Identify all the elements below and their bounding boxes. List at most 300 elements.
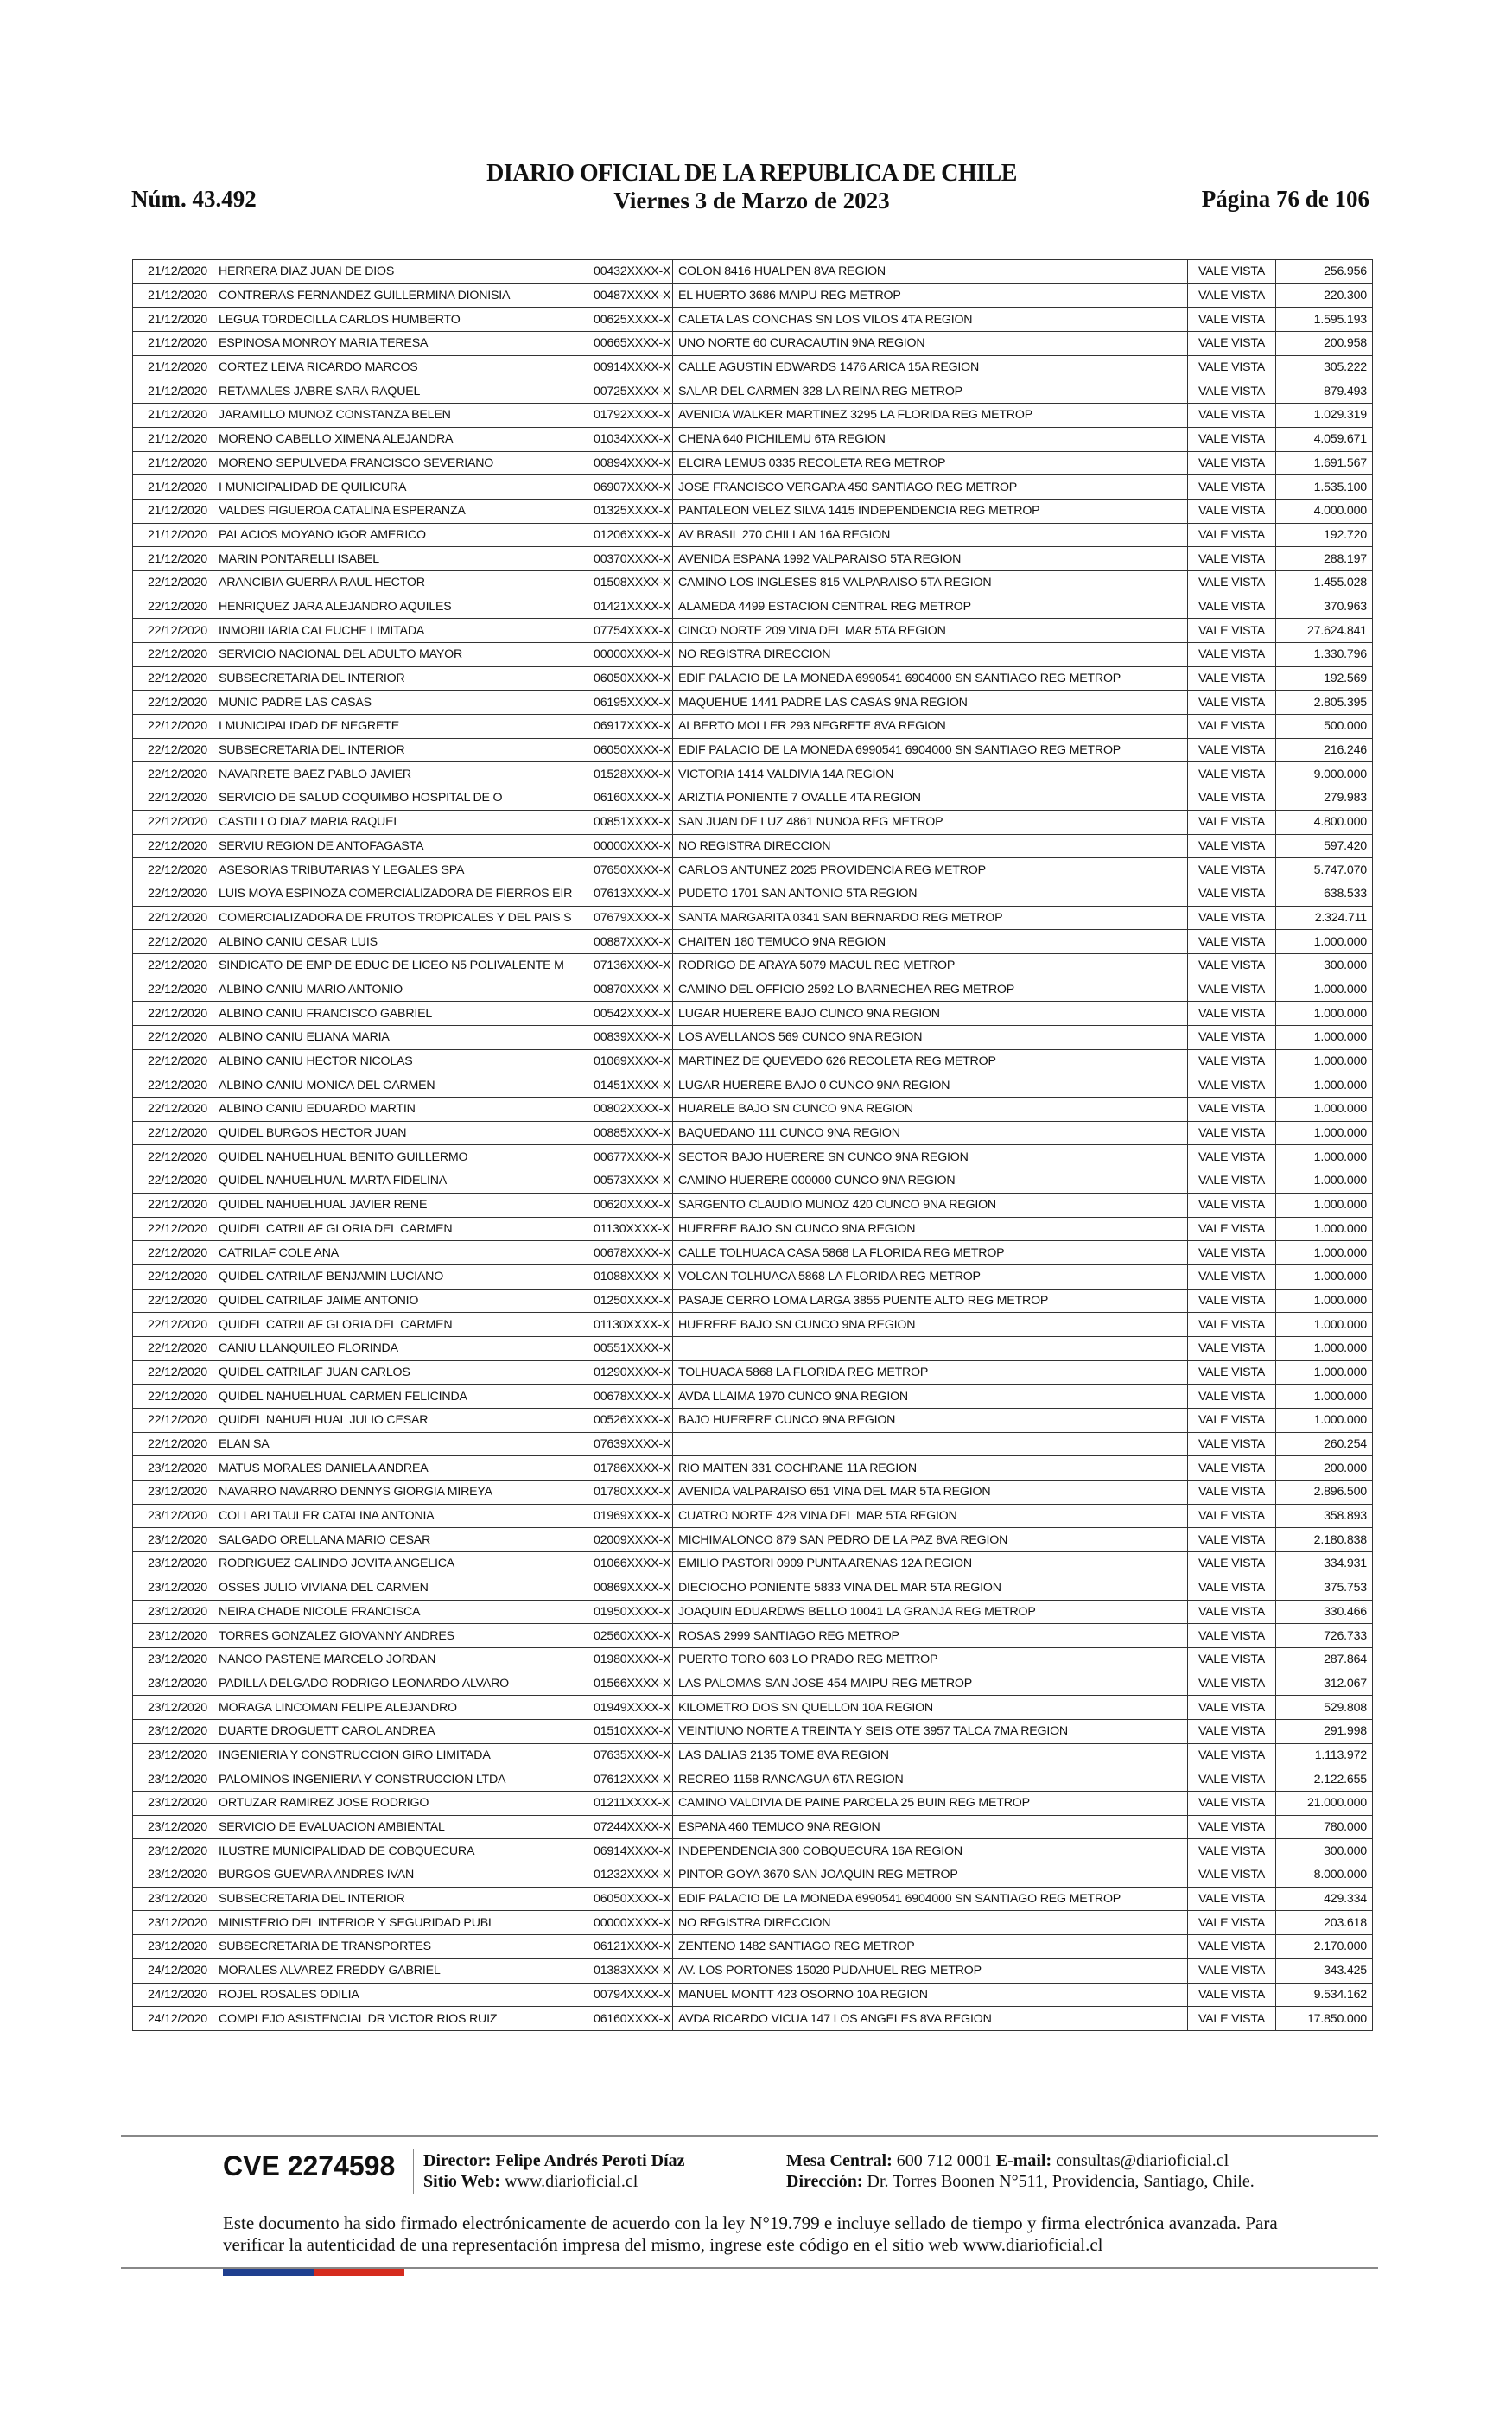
amount-cell: 1.113.972 [1276,1743,1373,1767]
table-row [133,1481,1373,1505]
amount-cell: 330.466 [1276,1600,1373,1624]
payee-name-cell: QUIDEL NAHUELHUAL MARTA FIDELINA [213,1169,588,1194]
table-row [133,260,1373,284]
table-row [133,1073,1373,1098]
payment-type-cell: VALE VISTA [1188,1432,1276,1456]
rut-cell: 01421XXXX-X [588,595,673,619]
address-cell: ALBERTO MOLLER 293 NEGRETE 8VA REGION [673,715,1188,739]
address-cell: PINTOR GOYA 3670 SAN JOAQUIN REG METROP [673,1863,1188,1888]
address-cell: NO REGISTRA DIRECCION [673,1911,1188,1935]
payee-name-cell: MARIN PONTARELLI ISABEL [213,547,588,571]
amount-cell: 358.893 [1276,1504,1373,1528]
amount-cell: 1.000.000 [1276,978,1373,1002]
address-cell: LUGAR HUERERE BAJO 0 CUNCO 9NA REGION [673,1073,1188,1098]
rut-cell: 06160XXXX-X [588,786,673,811]
rut-cell: 01130XXXX-X [588,1313,673,1337]
payee-name-cell: ROJEL ROSALES ODILIA [213,1983,588,2007]
amount-cell: 4.000.000 [1276,499,1373,523]
table-row [133,1456,1373,1481]
date-cell: 22/12/2020 [133,1073,213,1098]
date-cell: 23/12/2020 [133,1481,213,1505]
amount-cell: 1.000.000 [1276,1049,1373,1073]
rut-cell: 00551XXXX-X [588,1336,673,1360]
rut-cell: 07244XXXX-X [588,1815,673,1839]
address-cell: MAQUEHUE 1441 PADRE LAS CASAS 9NA REGION [673,691,1188,715]
rut-cell: 00869XXXX-X [588,1576,673,1600]
table-row [133,906,1373,930]
payee-name-cell: CONTRERAS FERNANDEZ GUILLERMINA DIONISIA [213,283,588,308]
date-cell: 23/12/2020 [133,1696,213,1720]
rut-cell: 06914XXXX-X [588,1839,673,1863]
address-cell [673,1336,1188,1360]
rut-cell: 06907XXXX-X [588,475,673,500]
rut-cell: 01383XXXX-X [588,1958,673,1983]
payment-type-cell: VALE VISTA [1188,1600,1276,1624]
payee-name-cell: ESPINOSA MONROY MARIA TERESA [213,332,588,356]
payee-name-cell: INMOBILIARIA CALEUCHE LIMITADA [213,619,588,643]
rut-cell: 02560XXXX-X [588,1624,673,1648]
payee-name-cell: I MUNICIPALIDAD DE NEGRETE [213,715,588,739]
amount-cell: 300.000 [1276,953,1373,978]
address-cell [673,1432,1188,1456]
payment-type-cell: VALE VISTA [1188,1911,1276,1935]
date-cell: 23/12/2020 [133,1672,213,1696]
rut-cell: 06050XXXX-X [588,1887,673,1911]
flag-stripe-blue [223,2269,314,2276]
table-row [133,1528,1373,1552]
table-row [133,1264,1373,1289]
payee-name-cell: NEIRA CHADE NICOLE FRANCISCA [213,1600,588,1624]
table-row [133,715,1373,739]
rut-cell: 06121XXXX-X [588,1935,673,1959]
rut-cell: 00887XXXX-X [588,930,673,954]
amount-cell: 1.000.000 [1276,1409,1373,1433]
website-label: Sitio Web: [423,2172,501,2191]
date-cell: 23/12/2020 [133,1743,213,1767]
date-cell: 21/12/2020 [133,523,213,547]
address-cell: CARLOS ANTUNEZ 2025 PROVIDENCIA REG METROP [673,858,1188,882]
payment-type-cell: VALE VISTA [1188,1217,1276,1241]
table-row [133,523,1373,547]
date-cell: 22/12/2020 [133,1264,213,1289]
payee-name-cell: PALACIOS MOYANO IGOR AMERICO [213,523,588,547]
rut-cell: 01780XXXX-X [588,1481,673,1505]
date-cell: 22/12/2020 [133,930,213,954]
date-cell: 21/12/2020 [133,499,213,523]
date-cell: 22/12/2020 [133,953,213,978]
amount-cell: 1.595.193 [1276,308,1373,332]
amount-cell: 4.059.671 [1276,427,1373,451]
amount-cell: 1.000.000 [1276,1313,1373,1337]
address-cell: CAMINO VALDIVIA DE PAINE PARCELA 25 BUIN REG METROP [673,1792,1188,1816]
table-row [133,953,1373,978]
payment-type-cell: VALE VISTA [1188,523,1276,547]
rut-cell: 00851XXXX-X [588,810,673,834]
date-cell: 23/12/2020 [133,1528,213,1552]
amount-cell: 1.000.000 [1276,1217,1373,1241]
address-cell: NO REGISTRA DIRECCION [673,643,1188,667]
amount-cell: 597.420 [1276,834,1373,858]
address-cell: INDEPENDENCIA 300 COBQUECURA 16A REGION [673,1839,1188,1863]
address-cell: EMILIO PASTORI 0909 PUNTA ARENAS 12A REGION [673,1552,1188,1576]
date-cell: 22/12/2020 [133,1026,213,1050]
table-row [133,1743,1373,1767]
address-cell: MANUEL MONTT 423 OSORNO 10A REGION [673,1983,1188,2007]
payment-type-cell: VALE VISTA [1188,355,1276,379]
rut-cell: 00000XXXX-X [588,834,673,858]
table-row [133,1504,1373,1528]
payee-name-cell: COMERCIALIZADORA DE FRUTOS TROPICALES Y DEL PAIS S [213,906,588,930]
payee-name-cell: OSSES JULIO VIVIANA DEL CARMEN [213,1576,588,1600]
date-cell: 23/12/2020 [133,1839,213,1863]
date-cell: 21/12/2020 [133,283,213,308]
address-cell: VICTORIA 1414 VALDIVIA 14A REGION [673,762,1188,786]
table-row [133,666,1373,691]
director-label: Director: [423,2151,492,2170]
address-cell: CHENA 640 PICHILEMU 6TA REGION [673,427,1188,451]
amount-cell: 343.425 [1276,1958,1373,1983]
table-row [133,691,1373,715]
payment-type-cell: VALE VISTA [1188,1264,1276,1289]
rut-cell: 00526XXXX-X [588,1409,673,1433]
table-row [133,1145,1373,1169]
address-cell: TOLHUACA 5868 LA FLORIDA REG METROP [673,1360,1188,1385]
rut-cell: 00725XXXX-X [588,379,673,404]
address-cell: ELCIRA LEMUS 0335 RECOLETA REG METROP [673,451,1188,475]
masthead [130,160,1374,214]
payee-name-cell: QUIDEL CATRILAF BENJAMIN LUCIANO [213,1264,588,1289]
email-link[interactable]: consultas@diarioficial.cl [1056,2151,1229,2170]
table-row [133,1600,1373,1624]
signature-disclaimer: Este documento ha sido firmado electrónicamente de acuerdo con la ley N°19.799 e incluye sellado de tiempo y firma electrónica avanzada. Para verificar la autenticidad de una representación impresa del mismo, ingrese este código en el sitio web www.diarioficial.cl [223,2213,1278,2255]
address-cell: HUERERE BAJO SN CUNCO 9NA REGION [673,1217,1188,1241]
amount-cell: 27.624.841 [1276,619,1373,643]
address-cell: DIECIOCHO PONIENTE 5833 VINA DEL MAR 5TA REGION [673,1576,1188,1600]
address-cell: PUDETO 1701 SAN ANTONIO 5TA REGION [673,882,1188,906]
date-cell: 24/12/2020 [133,1958,213,1983]
table-row [133,619,1373,643]
payee-name-cell: COLLARI TAULER CATALINA ANTONIA [213,1504,588,1528]
address-cell: LUGAR HUERERE BAJO CUNCO 9NA REGION [673,1002,1188,1026]
payment-type-cell: VALE VISTA [1188,1983,1276,2007]
address-cell: MICHIMALONCO 879 SAN PEDRO DE LA PAZ 8VA REGION [673,1528,1188,1552]
date-cell: 22/12/2020 [133,1289,213,1313]
date-cell: 23/12/2020 [133,1647,213,1672]
amount-cell: 5.747.070 [1276,858,1373,882]
rut-cell: 01980XXXX-X [588,1647,673,1672]
address-cell: EDIF PALACIO DE LA MONEDA 6990541 6904000 SN SANTIAGO REG METROP [673,1887,1188,1911]
payment-type-cell: VALE VISTA [1188,1145,1276,1169]
amount-cell: 1.000.000 [1276,1073,1373,1098]
rut-cell: 01508XXXX-X [588,570,673,595]
table-row [133,1409,1373,1433]
rut-cell: 01232XXXX-X [588,1863,673,1888]
payee-name-cell: ASESORIAS TRIBUTARIAS Y LEGALES SPA [213,858,588,882]
amount-cell: 1.000.000 [1276,1264,1373,1289]
rut-cell: 07635XXXX-X [588,1743,673,1767]
payment-type-cell: VALE VISTA [1188,978,1276,1002]
payee-name-cell: ILUSTRE MUNICIPALIDAD DE COBQUECURA [213,1839,588,1863]
table-row [133,1958,1373,1983]
payee-name-cell: MORENO SEPULVEDA FRANCISCO SEVERIANO [213,451,588,475]
payment-type-cell: VALE VISTA [1188,906,1276,930]
rut-cell: 01792XXXX-X [588,404,673,428]
rut-cell: 01206XXXX-X [588,523,673,547]
address-cell: COLON 8416 HUALPEN 8VA REGION [673,260,1188,284]
rut-cell: 00487XXXX-X [588,283,673,308]
payee-name-cell: MORENO CABELLO XIMENA ALEJANDRA [213,427,588,451]
payment-type-cell: VALE VISTA [1188,1624,1276,1648]
flag-stripe-red [314,2269,404,2276]
table-row [133,1887,1373,1911]
rut-cell: 07650XXXX-X [588,858,673,882]
date-cell: 23/12/2020 [133,1815,213,1839]
payee-name-cell: HERRERA DIAZ JUAN DE DIOS [213,260,588,284]
date-cell: 22/12/2020 [133,1409,213,1433]
address-cell: MARTINEZ DE QUEVEDO 626 RECOLETA REG METROP [673,1049,1188,1073]
table-row [133,882,1373,906]
payment-type-cell: VALE VISTA [1188,570,1276,595]
table-row [133,1336,1373,1360]
address-cell: LAS PALOMAS SAN JOSE 454 MAIPU REG METROP [673,1672,1188,1696]
payee-name-cell: ELAN SA [213,1432,588,1456]
rut-cell: 00432XXXX-X [588,260,673,284]
director-block [423,2150,685,2192]
date-cell: 21/12/2020 [133,379,213,404]
rut-cell: 07612XXXX-X [588,1767,673,1792]
date-cell: 22/12/2020 [133,1360,213,1385]
address-cell: EDIF PALACIO DE LA MONEDA 6990541 6904000 SN SANTIAGO REG METROP [673,666,1188,691]
payment-type-cell: VALE VISTA [1188,1360,1276,1385]
address-cell: EDIF PALACIO DE LA MONEDA 6990541 6904000 SN SANTIAGO REG METROP [673,738,1188,762]
amount-cell: 192.569 [1276,666,1373,691]
rut-cell: 01528XXXX-X [588,762,673,786]
address-label: Dirección: [786,2172,863,2191]
address-cell: ESPANA 460 TEMUCO 9NA REGION [673,1815,1188,1839]
date-cell: 23/12/2020 [133,1887,213,1911]
address-cell: AVENIDA ESPANA 1992 VALPARAISO 5TA REGION [673,547,1188,571]
table-row [133,1313,1373,1337]
table-row [133,810,1373,834]
payee-name-cell: VALDES FIGUEROA CATALINA ESPERANZA [213,499,588,523]
date-cell: 22/12/2020 [133,1217,213,1241]
date-cell: 21/12/2020 [133,547,213,571]
payment-type-cell: VALE VISTA [1188,619,1276,643]
payment-type-cell: VALE VISTA [1188,260,1276,284]
address-cell: AV BRASIL 270 CHILLAN 16A REGION [673,523,1188,547]
website-link[interactable]: www.diarioficial.cl [505,2172,638,2191]
rut-cell: 00665XXXX-X [588,332,673,356]
address-cell: SANTA MARGARITA 0341 SAN BERNARDO REG METROP [673,906,1188,930]
payment-type-cell: VALE VISTA [1188,786,1276,811]
payee-name-cell: ALBINO CANIU MARIO ANTONIO [213,978,588,1002]
rut-cell: 06050XXXX-X [588,666,673,691]
director-name: Felipe Andrés Peroti Díaz [495,2151,685,2170]
payee-name-cell: QUIDEL NAHUELHUAL CARMEN FELICINDA [213,1385,588,1409]
address-cell: CINCO NORTE 209 VINA DEL MAR 5TA REGION [673,619,1188,643]
page-number: Página 76 de 106 [1201,186,1369,212]
rut-cell: 02009XXXX-X [588,1528,673,1552]
address-cell: SECTOR BAJO HUERERE SN CUNCO 9NA REGION [673,1145,1188,1169]
payment-type-cell: VALE VISTA [1188,715,1276,739]
rut-cell: 07754XXXX-X [588,619,673,643]
amount-cell: 203.618 [1276,1911,1373,1935]
payment-type-cell: VALE VISTA [1188,1815,1276,1839]
payment-type-cell: VALE VISTA [1188,1385,1276,1409]
table-row [133,1815,1373,1839]
table-row [133,1911,1373,1935]
payment-type-cell: VALE VISTA [1188,1672,1276,1696]
amount-cell: 2.170.000 [1276,1935,1373,1959]
address-cell: HUARELE BAJO SN CUNCO 9NA REGION [673,1098,1188,1122]
date-cell: 21/12/2020 [133,475,213,500]
date-cell: 22/12/2020 [133,619,213,643]
payee-name-cell: SERVIU REGION DE ANTOFAGASTA [213,834,588,858]
date-cell: 22/12/2020 [133,1241,213,1265]
table-row [133,1026,1373,1050]
email-label: E-mail: [995,2151,1052,2170]
date-cell: 23/12/2020 [133,1719,213,1743]
payment-type-cell: VALE VISTA [1188,1336,1276,1360]
payee-name-cell: MORALES ALVAREZ FREDDY GABRIEL [213,1958,588,1983]
address-cell: VEINTIUNO NORTE A TREINTA Y SEIS OTE 3957 TALCA 7MA REGION [673,1719,1188,1743]
amount-cell: 1.029.319 [1276,404,1373,428]
rut-cell: 07679XXXX-X [588,906,673,930]
payment-type-cell: VALE VISTA [1188,810,1276,834]
payee-name-cell: ALBINO CANIU MONICA DEL CARMEN [213,1073,588,1098]
amount-cell: 1.000.000 [1276,1385,1373,1409]
table-row [133,451,1373,475]
date-cell: 23/12/2020 [133,1456,213,1481]
address-cell: CHAITEN 180 TEMUCO 9NA REGION [673,930,1188,954]
rut-cell: 00870XXXX-X [588,978,673,1002]
address-cell: ROSAS 2999 SANTIAGO REG METROP [673,1624,1188,1648]
rut-cell: 01211XXXX-X [588,1792,673,1816]
amount-cell: 220.300 [1276,283,1373,308]
payment-type-cell: VALE VISTA [1188,1958,1276,1983]
table-row [133,834,1373,858]
table-row [133,355,1373,379]
payee-name-cell: NAVARRO NAVARRO DENNYS GIORGIA MIREYA [213,1481,588,1505]
amount-cell: 17.850.000 [1276,2007,1373,2031]
address-cell: PANTALEON VELEZ SILVA 1415 INDEPENDENCIA REG METROP [673,499,1188,523]
rut-cell: 07613XXXX-X [588,882,673,906]
address-cell: EL HUERTO 3686 MAIPU REG METROP [673,283,1188,308]
amount-cell: 1.000.000 [1276,1169,1373,1194]
payee-name-cell: ALBINO CANIU ELIANA MARIA [213,1026,588,1050]
table-row [133,1121,1373,1145]
table-row [133,1672,1373,1696]
rut-cell: 06917XXXX-X [588,715,673,739]
date-cell: 23/12/2020 [133,1504,213,1528]
payee-name-cell: HENRIQUEZ JARA ALEJANDRO AQUILES [213,595,588,619]
address-cell: AVENIDA WALKER MARTINEZ 3295 LA FLORIDA REG METROP [673,404,1188,428]
address-cell: SAN JUAN DE LUZ 4861 NUNOA REG METROP [673,810,1188,834]
amount-cell: 1.000.000 [1276,1026,1373,1050]
payee-name-cell: ALBINO CANIU CESAR LUIS [213,930,588,954]
address-cell: SALAR DEL CARMEN 328 LA REINA REG METROP [673,379,1188,404]
table-row [133,643,1373,667]
amount-cell: 529.808 [1276,1696,1373,1720]
address-cell: AVDA RICARDO VICUA 147 LOS ANGELES 8VA REGION [673,2007,1188,2031]
address-cell: NO REGISTRA DIRECCION [673,834,1188,858]
payment-type-cell: VALE VISTA [1188,1121,1276,1145]
address-cell: JOAQUIN EDUARDWS BELLO 10041 LA GRANJA REG METROP [673,1600,1188,1624]
payment-type-cell: VALE VISTA [1188,1647,1276,1672]
table-row [133,1792,1373,1816]
date-cell: 22/12/2020 [133,1169,213,1194]
payee-name-cell: QUIDEL NAHUELHUAL BENITO GUILLERMO [213,1145,588,1169]
payee-name-cell: SERVICIO DE SALUD COQUIMBO HOSPITAL DE O [213,786,588,811]
amount-cell: 1.000.000 [1276,1360,1373,1385]
amount-cell: 4.800.000 [1276,810,1373,834]
address-cell: AVENIDA VALPARAISO 651 VINA DEL MAR 5TA REGION [673,1481,1188,1505]
address-text: Dr. Torres Boonen N°511, Providencia, Santiago, Chile. [867,2172,1255,2191]
amount-cell: 288.197 [1276,547,1373,571]
payee-name-cell: MATUS MORALES DANIELA ANDREA [213,1456,588,1481]
payee-name-cell: SALGADO ORELLANA MARIO CESAR [213,1528,588,1552]
payee-name-cell: NANCO PASTENE MARCELO JORDAN [213,1647,588,1672]
payee-name-cell: LUIS MOYA ESPINOZA COMERCIALIZADORA DE FIERROS EIR [213,882,588,906]
amount-cell: 1.000.000 [1276,1289,1373,1313]
table-row [133,1983,1373,2007]
payee-name-cell: MINISTERIO DEL INTERIOR Y SEGURIDAD PUBL [213,1911,588,1935]
payments-table [132,259,1373,2031]
payment-type-cell: VALE VISTA [1188,1767,1276,1792]
payment-type-cell: VALE VISTA [1188,1935,1276,1959]
address-cell: JOSE FRANCISCO VERGARA 450 SANTIAGO REG METROP [673,475,1188,500]
date-cell: 22/12/2020 [133,666,213,691]
date-cell: 21/12/2020 [133,404,213,428]
payment-type-cell: VALE VISTA [1188,332,1276,356]
date-cell: 21/12/2020 [133,451,213,475]
table-row [133,1002,1373,1026]
payment-type-cell: VALE VISTA [1188,666,1276,691]
rut-cell: 00620XXXX-X [588,1193,673,1217]
payee-name-cell: QUIDEL CATRILAF JAIME ANTONIO [213,1289,588,1313]
table-row [133,786,1373,811]
table-row [133,1241,1373,1265]
table-row [133,1169,1373,1194]
address-cell: LAS DALIAS 2135 TOME 8VA REGION [673,1743,1188,1767]
rut-cell: 01786XXXX-X [588,1456,673,1481]
date-cell: 22/12/2020 [133,906,213,930]
date-cell: 22/12/2020 [133,1313,213,1337]
payment-type-cell: VALE VISTA [1188,1026,1276,1050]
payment-type-cell: VALE VISTA [1188,1743,1276,1767]
payee-name-cell: PALOMINOS INGENIERIA Y CONSTRUCCION LTDA [213,1767,588,1792]
amount-cell: 279.983 [1276,786,1373,811]
address-cell: UNO NORTE 60 CURACAUTIN 9NA REGION [673,332,1188,356]
address-cell: BAQUEDANO 111 CUNCO 9NA REGION [673,1121,1188,1145]
amount-cell: 291.998 [1276,1719,1373,1743]
rut-cell: 06195XXXX-X [588,691,673,715]
payee-name-cell: ALBINO CANIU HECTOR NICOLAS [213,1049,588,1073]
amount-cell: 1.691.567 [1276,451,1373,475]
rut-cell: 06050XXXX-X [588,738,673,762]
payee-name-cell: SERVICIO DE EVALUACION AMBIENTAL [213,1815,588,1839]
table-row [133,930,1373,954]
address-cell: VOLCAN TOLHUACA 5868 LA FLORIDA REG METROP [673,1264,1188,1289]
rut-cell: 01290XXXX-X [588,1360,673,1385]
payment-type-cell: VALE VISTA [1188,427,1276,451]
date-cell: 22/12/2020 [133,738,213,762]
table-row [133,570,1373,595]
rut-cell: 00000XXXX-X [588,1911,673,1935]
payment-type-cell: VALE VISTA [1188,738,1276,762]
rut-cell: 07136XXXX-X [588,953,673,978]
address-cell: ALAMEDA 4499 ESTACION CENTRAL REG METROP [673,595,1188,619]
